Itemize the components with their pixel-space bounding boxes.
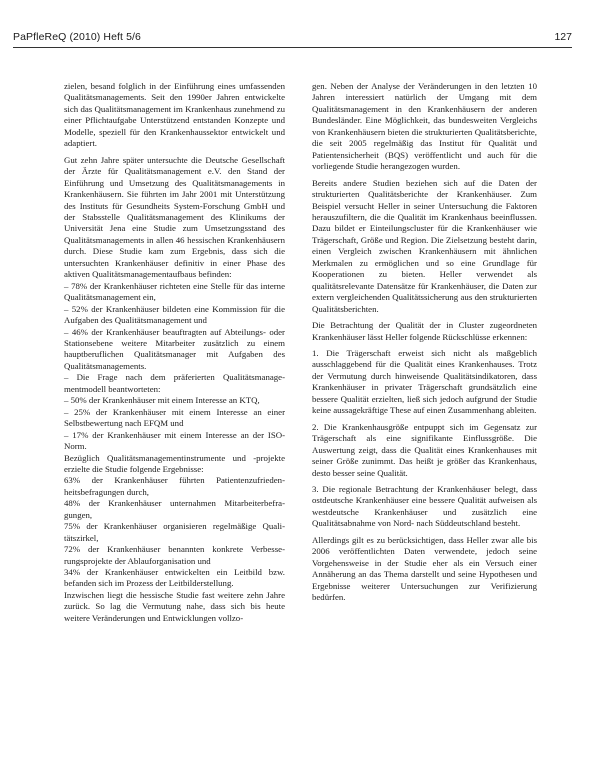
numbered-item: 1. Die Trägerschaft erweist sich nicht als maßgeblich ausschlaggebend für die Qualität eines Krankenhauses. Trotz der Vermutung durch hinweisende Qualitätsindikatoren, dass Krankenhäuser in privater Trägerschaft grundsätzlich eine bessere Qualität erzielten, ließ sich jedoch aufgrund der Studie keine aussagekräftige These auf einen Zusammenhang ableiten. xyxy=(312,347,537,416)
list-item: – 25% der Krankenhäuser mit einem Interesse an einer Selbstbewertung nach EFQM und xyxy=(64,406,285,429)
paragraph: Inzwischen liegt die hessische Studie fast weitere zehn Jahre zurück. So lag die Vermutung nahe, dass sich bis heute weitere Veränderungen und Entwicklungen vollzo- xyxy=(64,589,285,623)
list-item: 75% der Krankenhäuser organisieren regelmäßige Qualitätszirkel, xyxy=(64,521,285,543)
paragraph: zielen, besand folglich in der Einführung eines umfassenden Qualitätsmanagements. Seit den 1990er Jahren entwickelte sich das Qualitätsmanagement im Krankenhaus zunehmend zu einer Pflichtaufgabe Unterstützend entstanden Konzepte und Modelle, speziell für den Krankenhaussektor entwickelt und adaptiert. xyxy=(64,81,285,149)
paragraph: gen. Neben der Analyse der Veränderungen in den letzten 10 Jahren interessiert natürlich der Umgang mit dem Qualitätsmanagement in den Krankenhäusern der anderen Bundesländer. Eine Möglichkeit, das bundesweiten Vergleichs von Krankenhäusern bieten die strukturierten Qualitätsberichte, die seit 2005 regelmäßig das Institut für Qualität und Patientensicherheit (BQS) veröffentlicht und auch für die vorliegende Studie herangezogen wurden. xyxy=(312,81,537,172)
numbered-item: 2. Die Krankenhausgröße entpuppt sich im Gegensatz zur Trägerschaft als eine signifikante Einflussgröße. Die Auswertung zeigt, dass die Qualität eines Krankenhauses mit seiner Größe zunimmt. Das heißt je größer das Krankenhaus, desto besser seine Qualität. xyxy=(312,421,537,478)
list-item: – Die Frage nach dem präferierten Qualitätsmanagementmodell beantworteten: xyxy=(64,372,285,394)
header-rule xyxy=(13,47,572,48)
numbered-item: 3. Die regionale Betrachtung der Krankenhäuser belegt, dass ostdeutsche Krankenhäuser eine bessere Qualität aufweisen als westdeutsche Krankenhäuser und zusätzlich eine Qualitätsabnahme von Nord- nach Süddeutschland besteht. xyxy=(312,483,537,529)
right-column xyxy=(312,81,537,603)
list-item: – 50% der Krankenhäuser mit einem Interesse an KTQ, xyxy=(64,395,260,406)
paragraph: Gut zehn Jahre später untersuchte die Deutsche Gesellschaft der Ärzte für Qualitätsmanagement e.V. den Stand der Einführung und Umsetzung des Qualitätsmanagements in Krankenhäusern. Sie führten im Jahr 2001 mit Unterstützung des Instituts für Gesundheits System-Forschung GmbH und der Stabsstelle Qualitätsmanagement des Klinikums der Universität Jena eine Studie zum Umsetzungsstand des Qualitätsmanagements in allen 46 hessischen Krankenhäusern durch. Diese Studie kam zum Ergebnis, dass sich die untersuchten Krankenhäuser definitiv in einer Phase des aktiven Qualitätsmanagementaufbaus befinden: xyxy=(64,154,285,280)
paragraph: Bereits andere Studien beziehen sich auf die Daten der strukturierten Qualitätsberichte der Krankenhäuser. Zum Beispiel versucht Heller in seiner Untersuchung die Faktoren herauszufiltern, die die Qualität im Krankenhaus beeinflussen. Dazu bildet er Einteilungscluster für die Krankenhäuser wie Trägerschaft, Größe und Region. Die Zielsetzung besteht darin, einen Vergleich zwischen Krankenhäusern mit ähnlichen Merkmalen zu ermöglichen und so eine Grundlage für Kooperationen zu bieten. Heller verwendet als qualitätsrelevante Datensätze für Krankenhäuser, die Daten zur extern vergleichenden Qualitätssicherung aus den strukturierten Qualitätsberichten. xyxy=(312,177,537,314)
list-item: 72% der Krankenhäuser benannten konkrete Verbesserungsprojekte der Ablauforganisation und xyxy=(64,544,285,566)
journal-citation: PaPfleReQ (2010) Heft 5/6 xyxy=(13,31,141,43)
paragraph: Die Betrachtung der Qualität der in Cluster zugeordneten Krankenhäuser lässt Heller folgende Rückschlüsse erkennen: xyxy=(312,320,537,342)
list-item: 63% der Krankenhäuser führten Patientenzufriedenheitsbefragungen durch, xyxy=(64,475,285,497)
list-item: – 46% der Krankenhäuser beauftragten auf Abteilungs- oder Stationsebene weitere Mitarbeiter zusätzlich zu einem hauptberuflichen Qualitätsmanager mit Aufgaben des Qualitätsmanagements. xyxy=(64,326,285,371)
paragraph: Allerdings gilt es zu berücksichtigen, dass Heller zwar alle bis 2006 veröffentlichten Daten verwendete, jedoch seine Vorgehensweise in der Studie eher als ein Versuch einer Annäherung an das Thema darstellt und seine Hypothesen und Ergebnisse weiterer Untersuchungen zur Verifizierung bedürfen. xyxy=(312,534,537,603)
left-column xyxy=(64,81,285,624)
paragraph: Bezüglich Qualitätsmanagementinstrumente und -projekte erzielte die Studie folgende Ergebnisse: xyxy=(64,452,285,474)
list-item: 48% der Krankenhäuser unternahmen Mitarbeiterbefragungen, xyxy=(64,498,285,520)
list-item: – 52% der Krankenhäuser bildeten eine Kommission für die Aufgaben des Qualitätsmanagement und xyxy=(64,303,285,326)
list-item: – 17% der Krankenhäuser mit einem Interesse an der ISO-Norm. xyxy=(64,429,285,452)
page-number: 127 xyxy=(554,31,572,43)
list-item: 34% der Krankenhäuser entwickelten ein Leitbild bzw. befanden sich im Prozess der Leitbilderstellung. xyxy=(64,567,285,589)
page-header xyxy=(13,31,572,45)
list-item: – 78% der Krankenhäuser richteten eine Stelle für das interne Qualitätsmanagement ein, xyxy=(64,280,285,303)
